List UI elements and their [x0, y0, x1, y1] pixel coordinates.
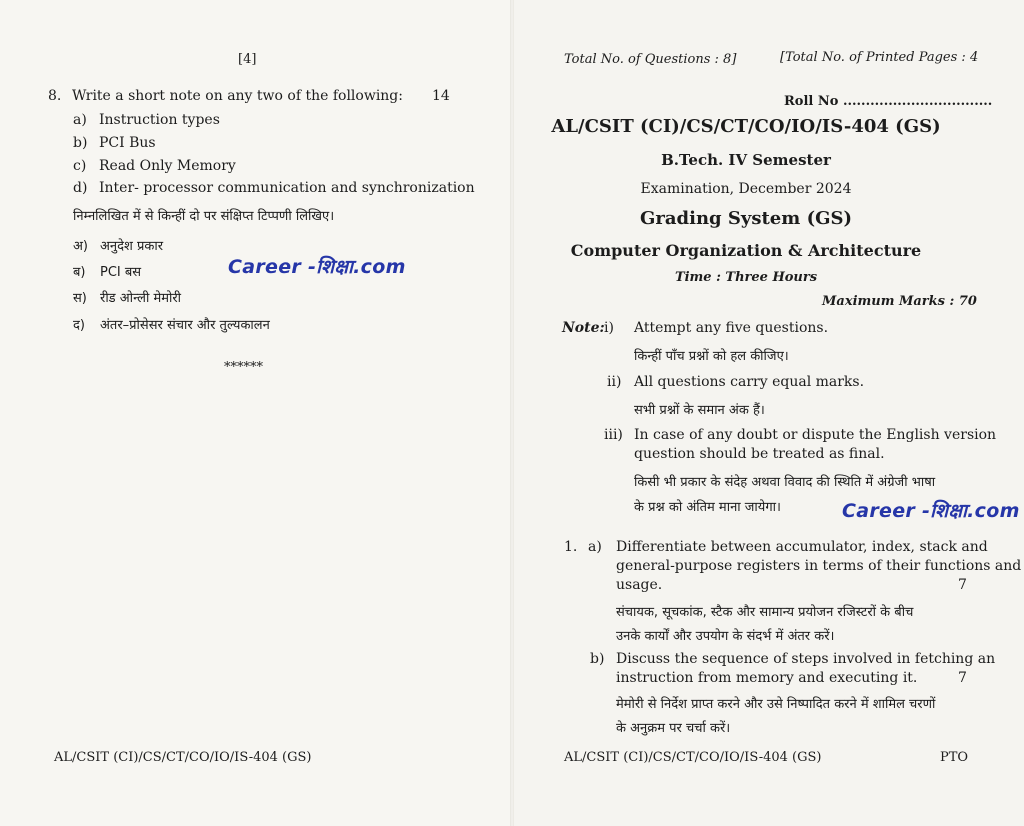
- grading-system: Grading System (GS): [640, 208, 852, 229]
- semester: B.Tech. IV Semester: [661, 151, 831, 169]
- question-1a-marks: 7: [958, 577, 967, 593]
- question-1b-marks: 7: [958, 670, 967, 686]
- hindi-option-text: अंतर–प्रोसेसर संचार और तुल्यकालन: [100, 318, 270, 333]
- question-8-text: Write a short note on any two of the following:: [72, 88, 403, 104]
- note-ii-text: All questions carry equal marks.: [634, 374, 865, 390]
- question-1b-label: b): [590, 651, 605, 667]
- question-1b-hindi: मेमोरी से निर्देश प्राप्त करने और उसे निष्पादित करने में शामिल चरणों: [616, 697, 936, 712]
- question-1b-text: Discuss the sequence of steps involved in fetching an: [616, 651, 996, 667]
- note-label-iii: iii): [604, 427, 623, 443]
- option-text: Read Only Memory: [99, 158, 236, 174]
- option-label: d): [73, 180, 88, 196]
- option-text: Inter- processor communication and synchronization: [99, 180, 475, 196]
- note-iii-hindi: किसी भी प्रकार के संदेह अथवा विवाद की स्थिति में अंग्रेजी भाषा: [634, 475, 936, 490]
- option-label: c): [73, 158, 87, 174]
- watermark-logo: Career -शिक्षा.com: [228, 256, 406, 278]
- question-1b-text: instruction from memory and executing it.: [616, 670, 918, 686]
- please-turn-over: PTO: [940, 750, 969, 765]
- note-iii-hindi: के प्रश्न को अंतिम माना जायेगा।: [634, 500, 781, 515]
- hindi-option-label: ब): [73, 265, 86, 280]
- question-1b-hindi: के अनुक्रम पर चर्चा करें।: [616, 721, 731, 736]
- question-8-marks: 14: [432, 88, 450, 104]
- paper-code: AL/CSIT (CI)/CS/CT/CO/IO/IS-404 (GS): [551, 116, 941, 137]
- option-label: a): [73, 112, 87, 128]
- note-i-text: Attempt any five questions.: [634, 320, 829, 336]
- examination: Examination, December 2024: [640, 181, 852, 197]
- question-1a-hindi: उनके कार्यों और उपयोग के संदर्भ में अंतर करें।: [616, 629, 835, 644]
- note-label: Note:: [562, 320, 605, 336]
- hindi-question-text: निम्नलिखित में से किन्हीं दो पर संक्षिप्त टिप्पणी लिखिए।: [73, 209, 335, 224]
- hindi-option-label: अ): [73, 239, 89, 254]
- question-1a-text: Differentiate between accumulator, index, stack and: [616, 539, 988, 555]
- option-label: b): [73, 135, 88, 151]
- total-questions: Total No. of Questions : 8]: [564, 52, 737, 67]
- question-1-number: 1.: [564, 539, 578, 555]
- option-text: PCI Bus: [99, 135, 156, 151]
- hindi-option-text: PCI बस: [100, 265, 142, 280]
- page-number: [4]: [238, 52, 257, 67]
- note-ii-hindi: सभी प्रश्नों के समान अंक हैं।: [634, 403, 765, 418]
- question-1a-label: a): [588, 539, 602, 555]
- option-text: Instruction types: [99, 112, 220, 128]
- total-pages: [Total No. of Printed Pages : 4: [780, 50, 979, 65]
- exam-time: Time : Three Hours: [674, 270, 818, 285]
- watermark-logo: Career -शिक्षा.com: [842, 500, 1020, 522]
- end-marker: ******: [224, 360, 263, 375]
- hindi-option-label: स): [73, 291, 87, 306]
- question-1a-text: general-purpose registers in terms of their functions and: [616, 558, 1022, 574]
- page-fold: [510, 0, 514, 826]
- hindi-option-text: अनुदेश प्रकार: [100, 239, 164, 254]
- question-1a-hindi: संचायक, सूचकांक, स्टैक और सामान्य प्रयोजन रजिस्टरों के बीच: [616, 605, 914, 620]
- note-label-ii: ii): [607, 374, 622, 390]
- footer-code: AL/CSIT (CI)/CS/CT/CO/IO/IS-404 (GS): [564, 750, 822, 765]
- note-label-i: i): [604, 320, 614, 336]
- maximum-marks: Maximum Marks : 70: [822, 294, 977, 309]
- subject-title: Computer Organization & Architecture: [570, 241, 922, 260]
- hindi-option-text: रीड ओन्ली मेमोरी: [100, 291, 182, 306]
- question-8-number: 8.: [48, 88, 62, 104]
- footer-code: AL/CSIT (CI)/CS/CT/CO/IO/IS-404 (GS): [54, 750, 312, 765]
- note-i-hindi: किन्हीं पाँच प्रश्नों को हल कीजिए।: [634, 349, 789, 364]
- question-1a-text: usage.: [616, 577, 663, 593]
- note-iii-text: In case of any doubt or dispute the English version: [634, 427, 997, 443]
- hindi-option-label: द): [73, 318, 85, 333]
- roll-number-field: Roll No .................................: [784, 94, 993, 109]
- note-iii-text: question should be treated as final.: [634, 446, 885, 462]
